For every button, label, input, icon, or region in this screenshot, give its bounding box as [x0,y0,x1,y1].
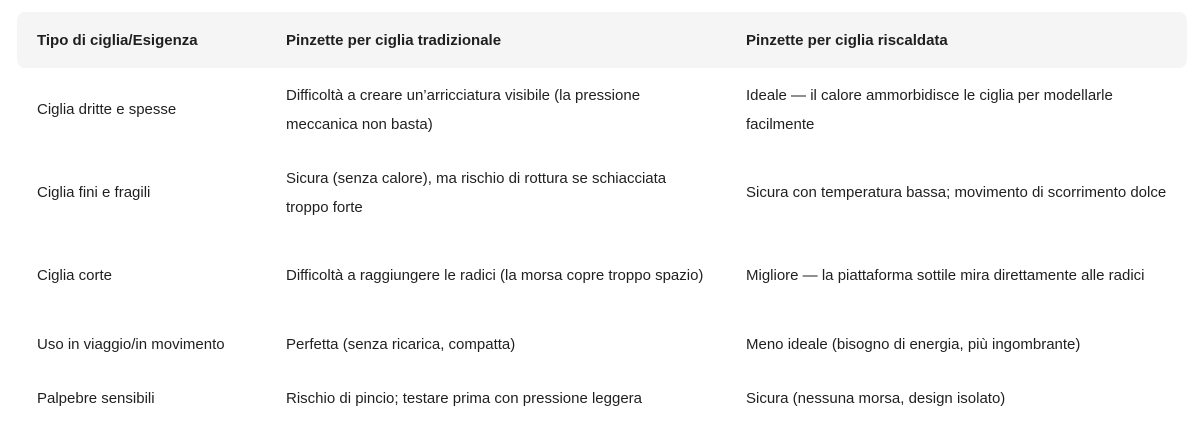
cell-traditional: Sicura (senza calore), ma rischio di rottura se schiacciata troppo forte [286,169,667,216]
header-cell-heated: Pinzette per ciglia riscaldata [746,31,948,49]
header-cell-traditional: Pinzette per ciglia tradizionale [286,31,502,49]
table-row [17,317,1187,371]
comparison-table [17,12,1187,425]
cell-traditional: Difficoltà a creare un’arricciatura visibile (la pressione meccanica non basta) [286,86,641,133]
table-row [17,371,1187,425]
cell-heated: Ideale — il calore ammorbidisce le ciglia per modellarle facilmente [746,86,1113,133]
header-row [17,12,1187,68]
cell-heated: Sicura (nessuna morsa, design isolato) [746,389,1006,407]
cell-traditional: Rischio di pincio; testare prima con pressione leggera [286,389,643,407]
cell-need: Palpebre sensibili [37,389,155,407]
cell-heated: Meno ideale (bisogno di energia, più ingombrante) [746,335,1081,353]
comparison-table-container [17,12,1187,425]
table-row [17,151,1187,234]
cell-heated: Migliore — la piattaforma sottile mira direttamente alle radici [746,267,1145,284]
cell-need: Uso in viaggio/in movimento [37,335,225,353]
cell-traditional: Difficoltà a raggiungere le radici (la morsa copre troppo spazio) [286,267,704,284]
header-cell-need: Tipo di ciglia/Esigenza [37,31,198,49]
cell-need: Ciglia fini e fragili [37,184,151,201]
table-body [17,68,1187,425]
table-header [17,12,1187,68]
cell-heated: Sicura con temperatura bassa; movimento di scorrimento dolce [746,184,1167,201]
cell-traditional: Perfetta (senza ricarica, compatta) [286,335,516,353]
cell-need: Ciglia dritte e spesse [37,101,177,118]
table-row [17,234,1187,317]
cell-need: Ciglia corte [37,267,113,284]
table-row [17,68,1187,151]
